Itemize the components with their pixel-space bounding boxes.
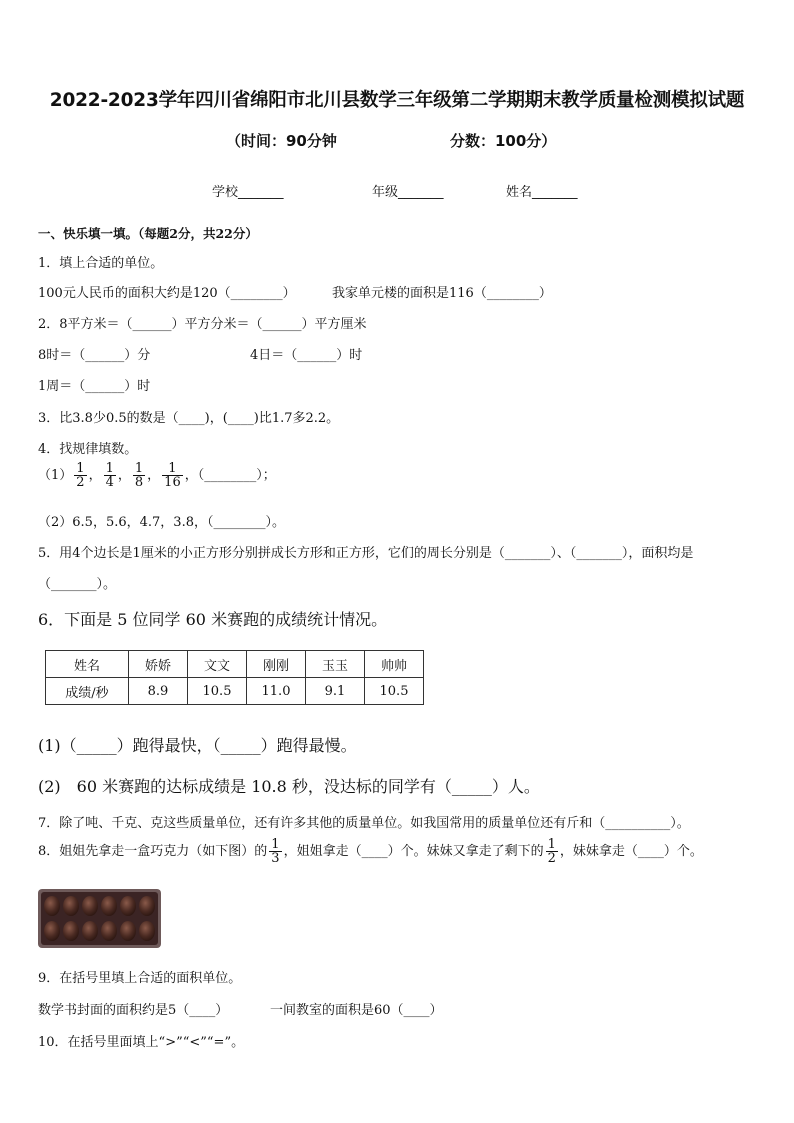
question-9b[interactable]: 一间教室的面积是60（____） xyxy=(270,1003,443,1018)
chocolate-piece xyxy=(44,921,60,941)
question-1b[interactable]: 我家单元楼的面积是116（________） xyxy=(332,286,552,301)
question-5-line2[interactable]: （_______）。 xyxy=(38,577,117,592)
school-field[interactable]: 学校_______ xyxy=(212,185,284,200)
q8-text-c: ，妹妹拿走（____）个。 xyxy=(559,844,703,859)
chocolate-box-image xyxy=(38,889,161,948)
question-6-2[interactable]: (2) 60 米赛跑的达标成绩是 10.8 秒，没达标的同学有（_____）人。 xyxy=(38,777,540,796)
question-6-1[interactable]: (1)（_____）跑得最快，（_____）跑得最慢。 xyxy=(38,736,357,755)
table-cell: 10.5 xyxy=(365,678,424,705)
score-label: 分数：100分） xyxy=(450,132,557,150)
table-cell: 8.9 xyxy=(129,678,188,705)
q4-1-prefix: （1） xyxy=(38,468,73,483)
question-6: 6．下面是 5 位同学 60 米赛跑的成绩统计情况。 xyxy=(38,610,388,629)
chocolate-piece xyxy=(101,896,117,916)
time-label: （时间：90分钟 xyxy=(226,132,337,150)
table-cell: 刚刚 xyxy=(247,651,306,678)
table-cell: 文文 xyxy=(188,651,247,678)
table-cell: 玉玉 xyxy=(306,651,365,678)
chocolate-piece xyxy=(82,921,98,941)
chocolate-piece xyxy=(63,921,79,941)
question-2a[interactable]: 8时＝（______）分 xyxy=(38,348,151,363)
q8-text-b: ，姐姐拿走（____）个。妹妹又拿走了剩下的 xyxy=(283,844,544,859)
chocolate-piece xyxy=(101,921,117,941)
question-1a[interactable]: 100元人民币的面积大约是120（________） xyxy=(38,286,296,301)
table-cell: 9.1 xyxy=(306,678,365,705)
fraction-half: $\frac{1}{2}$ xyxy=(76,461,85,490)
box-inner xyxy=(41,892,158,945)
table-cell: 姓名 xyxy=(46,651,129,678)
chocolate-piece xyxy=(139,896,155,916)
table-cell: 帅帅 xyxy=(365,651,424,678)
question-1: 1．填上合适的单位。 xyxy=(38,256,164,271)
grade-field[interactable]: 年级_______ xyxy=(372,185,444,200)
q8-text-a: 8．姐姐先拿走一盒巧克力（如下图）的 xyxy=(38,844,268,859)
table-cell: 10.5 xyxy=(188,678,247,705)
question-10: 10．在括号里面填上“>”“<”“=”。 xyxy=(38,1035,245,1050)
question-2b[interactable]: 4日＝（______）时 xyxy=(250,348,363,363)
table-cell: 娇娇 xyxy=(129,651,188,678)
fraction-half-2: $\frac{1}{2}$ xyxy=(547,837,556,866)
q4-1-suffix: ，（________）； xyxy=(184,468,276,483)
score-table xyxy=(45,650,424,705)
question-9a[interactable]: 数学书封面的面积约是5（____） xyxy=(38,1003,229,1018)
fraction-quarter: $\frac{1}{4}$ xyxy=(105,461,114,490)
question-4-1[interactable]: （1） $\frac{1}{2}$ ， $\frac{1}{4}$ ， $\frac{1}{8}$ ， $\frac{1}{16}$ ，（________）； xyxy=(38,461,276,490)
table-cell: 成绩/秒 xyxy=(46,678,129,705)
question-4-2[interactable]: （2）6.5，5.6，4.7，3.8，（________）。 xyxy=(38,515,285,530)
chocolate-piece xyxy=(120,921,136,941)
fraction-sixteenth: $\frac{1}{16}$ xyxy=(164,461,181,490)
question-7[interactable]: 7．除了吨、千克、克这些质量单位，还有许多其他的质量单位。如我国常用的质量单位还有斤和（__________）。 xyxy=(38,816,690,831)
question-8[interactable] xyxy=(38,838,703,865)
chocolate-piece xyxy=(139,921,155,941)
question-2c[interactable]: 1周＝（______）时 xyxy=(38,379,151,394)
question-3[interactable]: 3．比3.8少0.5的数是（____)，(____)比1.7多2.2。 xyxy=(38,411,340,426)
table-row xyxy=(46,678,424,705)
chocolate-piece xyxy=(63,896,79,916)
question-2[interactable]: 2．8平方米＝（______）平方分米＝（______）平方厘米 xyxy=(38,317,367,332)
fraction-eighth: $\frac{1}{8}$ xyxy=(134,461,144,490)
chocolate-piece xyxy=(120,896,136,916)
question-4: 4．找规律填数。 xyxy=(38,442,138,457)
question-9: 9．在括号里填上合适的面积单位。 xyxy=(38,971,242,986)
chocolate-piece xyxy=(82,896,98,916)
section-heading: 一、快乐填一填。（每题2分，共22分） xyxy=(38,226,258,241)
page-title: 2022-2023学年四川省绵阳市北川县数学三年级第二学期期末教学质量检测模拟试题 xyxy=(49,90,745,111)
name-field[interactable]: 姓名_______ xyxy=(506,185,578,200)
table-row xyxy=(46,651,424,678)
chocolate-piece xyxy=(44,896,60,916)
fraction-third: $\frac{1}{3}$ xyxy=(271,837,280,866)
table-cell: 11.0 xyxy=(247,678,306,705)
question-5-line1[interactable]: 5．用4个边长是1厘米的小正方形分别拼成长方形和正方形，它们的周长分别是（_______）、（_______），面积均是 xyxy=(38,546,694,561)
